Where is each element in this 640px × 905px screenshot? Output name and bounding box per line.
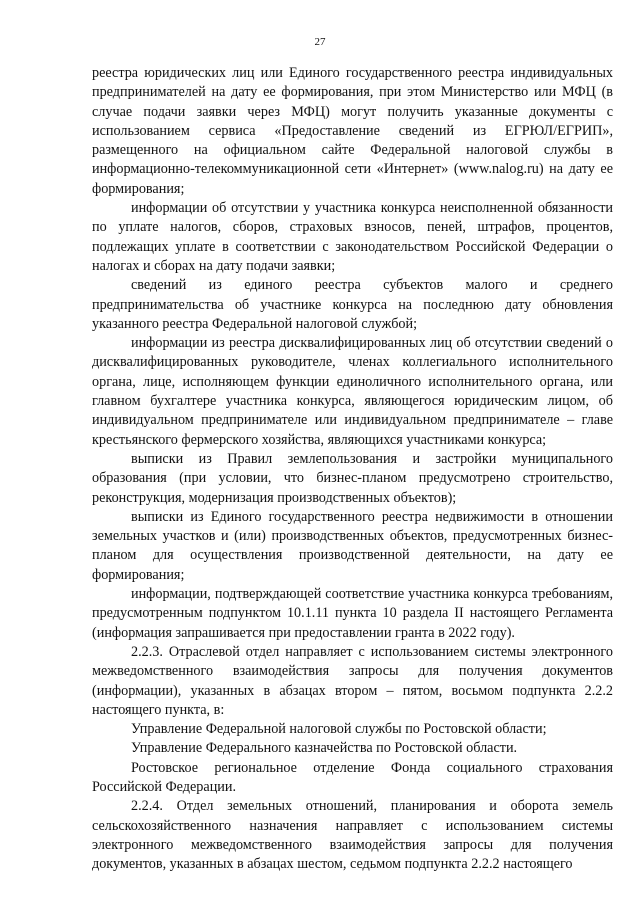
paragraph: 2.2.3. Отраслевой отдел направляет с использованием системы электронного межведомственного взаимодействия запросы для получения документов (информации), указанных в абзацах втором – пятом, восьмом подпункта 2.2.2 настоящего пункта, в: [92,643,613,718]
paragraph: Управление Федерального казначейства по Ростовской области. [131,740,518,757]
paragraph: сведений из единого реестра субъектов малого и среднего предпринимательства об участнике конкурса на последнюю дату обновления указанного реестра Федеральной налоговой службой; [92,277,613,332]
paragraph: информации, подтверждающей соответствие участника конкурса требованиям, предусмотренным подпунктом 10.1.11 пункта 10 раздела II настоящего Регламента (информация запрашивается при предоставлении гранта в 2022 году). [92,586,613,641]
page-number: 27 [314,36,326,48]
paragraph: информации из реестра дисквалифицированных лиц об отсутствии сведений о дисквалифицированных руководителе, членах коллегиального исполнительного органа, лице, исполняющем функции единоличного исполнительного органа, или главном бухгалтере участника конкурса, являющегося юридическим лицом, об индивидуальном предпринимателе или индивидуальном предпринимателе – главе крестьянского фермерского хозяйства, являющихся участниками конкурса; [92,335,613,448]
paragraph: Управление Федеральной налоговой службы по Ростовской области; [131,721,547,738]
paragraph: информации об отсутствии у участника конкурса неисполненной обязанности по уплате налогов, сборов, страховых взносов, пеней, штрафов, процентов, подлежащих уплате в соответствии с законодательством Российской Федерации о налогах и сборах на дату подачи заявки; [92,200,613,274]
paragraph: реестра юридических лиц или Единого государственного реестра индивидуальных предпринимателей на дату ее формирования, при этом Министерство или МФЦ (в случае подачи заявки через МФЦ) могут получить указанные документы с использованием сервиса «Предоставление сведений из ЕГРЮЛ/ЕГРИП», размещенного на официальном сайте Федеральной налоговой службы в информационно-телекоммуникационной сети «Интернет» (www.nalog.ru) на дату ее формирования; [92,65,613,197]
paragraph: выписки из Единого государственного реестра недвижимости в отношении земельных участков и (или) производственных объектов, предусмотренных бизнес-планом для осуществления производственной деятельности, на дату ее формирования; [92,508,613,583]
paragraph: 2.2.4. Отдел земельных отношений, планирования и оборота земель сельскохозяйственного назначения направляет с использованием системы электронного межведомственного взаимодействия запросы для получения документов, указанных в абзацах шестом, седьмом подпункта 2.2.2 настоящего [92,798,613,873]
paragraph: выписки из Правил землепользования и застройки муниципального образования (при условии, что бизнес-планом предусмотрено строительство, реконструкция, модернизация производственных объектов); [92,450,613,506]
paragraph: Ростовское региональное отделение Фонда социального страхования Российской Федерации. [92,759,613,795]
document-body [92,64,613,874]
